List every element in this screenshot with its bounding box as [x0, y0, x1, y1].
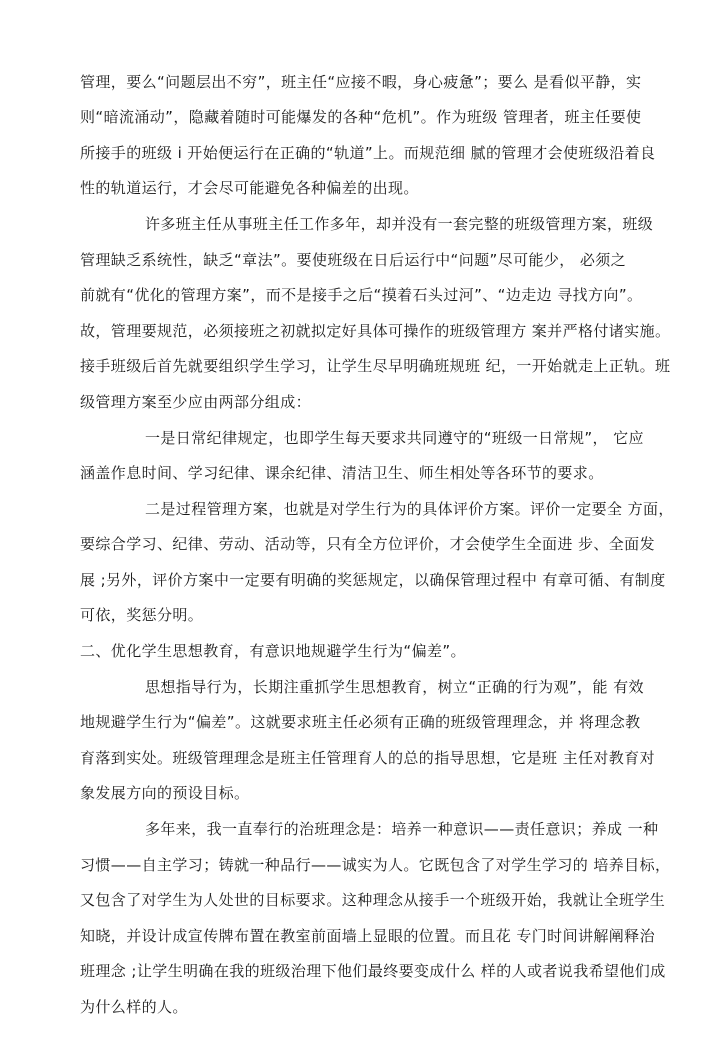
text-line: 级管理方案至少应由两部分组成： — [80, 393, 312, 411]
paragraph-first-line: 思想指导行为，长期注重抓学生思想教育，树立“正确的行为观”，能 有效 — [145, 678, 644, 696]
text-line: 习惯——自主学习；铸就一种品行——诚实为人。它既包含了对学生学习的 培养目标， — [80, 856, 671, 874]
text-line: 故，管理要规范，必须接班之初就拟定好具体可操作的班级管理方 案并严格付诸实施。 — [80, 322, 671, 340]
text-line: 管理缺乏系统性，缺乏“章法”。要使班级在日后运行中“问题”尽可能少， 必须之 — [80, 251, 627, 269]
text-line: 知晓，并设计成宣传牌布置在教室前面墙上显眼的位置。而且花 专门时间讲解阐释治 — [80, 927, 655, 945]
text-line: 又包含了对学生为人处世的目标要求。这种理念从接手一个班级开始，我就让全班学生 — [80, 891, 666, 909]
paragraph-first-line: 多年来，我一直奉行的治班理念是：培养一种意识——责任意识；养成 一种 — [145, 820, 659, 838]
text-line: 则“暗流涌动”，隐藏着随时可能爆发的各种“危机”。作为班级 管理者，班主任要使 — [80, 108, 642, 126]
text-line: 性的轨道运行，才会尽可能避免各种偏差的出现。 — [80, 179, 419, 197]
text-line: 接手班级后首先就要组织学生学习，让学生尽早明确班规班 纪，一开始就走上正轨。班 — [80, 357, 671, 375]
paragraph-first-line: 许多班主任从事班主任工作多年，却并没有一套完整的班级管理方案，班级 — [145, 215, 654, 233]
text-line: 要综合学习、纪律、劳动、活动等，只有全方位评价，才会使学生全面进 步、全面发 — [80, 535, 655, 553]
paragraph-first-line: 二是过程管理方案，也就是对学生行为的具体评价方案。评价一定要全 方面， — [145, 500, 674, 518]
text-line: 象发展方向的预设目标。 — [80, 784, 250, 802]
text-line: 管理，要么“问题层出不穷”，班主任“应接不暇，身心疲惫”；要么 是看似平静，实 — [80, 73, 642, 91]
text-line: 涵盖作息时间、学习纪律、课余纪律、清洁卫生、师生相处等各环节的要求。 — [80, 464, 604, 482]
text-line: 育落到实处。班级管理理念是班主任管理育人的总的指导思想，它是班 主任对教育对 — [80, 749, 655, 767]
text-line: 为什么样的人。 — [80, 998, 188, 1016]
text-line: 可依，奖惩分明。 — [80, 606, 204, 624]
text-line: 所接手的班级 i 开始便运行在正确的“轨道”上。而规范细 腻的管理才会使班级沿着良 — [80, 144, 656, 162]
text-line: 展 ;另外，评价方案中一定要有明确的奖惩规定，以确保管理过程中 有章可循、有制度 — [80, 571, 666, 589]
text-line: 前就有“优化的管理方案”，而不是接手之后“摸着石头过河”、“边走边 寻找方向”。 — [80, 286, 643, 304]
text-line: 班理念 ;让学生明确在我的班级治理下他们最终要变成什么 样的人或者说我希望他们成 — [80, 962, 666, 980]
section-heading: 二、优化学生思想教育，有意识地规避学生行为“偏差”。 — [80, 642, 466, 660]
text-line: 地规避学生行为“偏差”。这就要求班主任必须有正确的班级管理理念，并 将理念教 — [80, 713, 641, 731]
paragraph-first-line: 一是日常纪律规定，也即学生每天要求共同遵守的“班级一日常规”， 它应 — [145, 429, 644, 447]
